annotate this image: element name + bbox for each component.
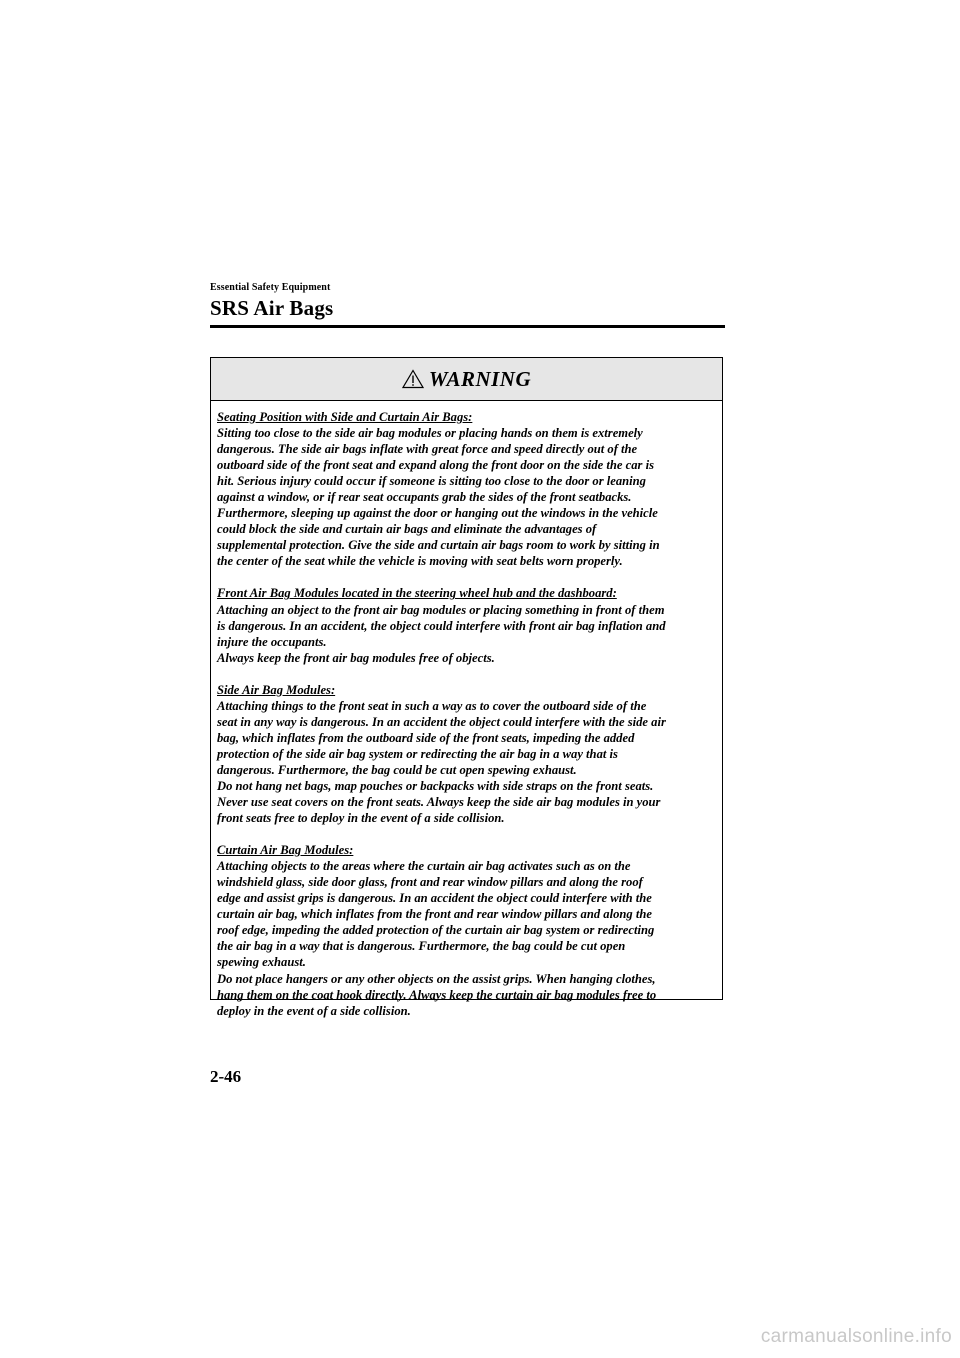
warning-paragraph-line: Attaching objects to the areas where the curtain air bag activates such as on the <box>217 859 631 874</box>
warning-paragraph-line: Sitting too close to the side air bag modules or placing hands on them is extremely <box>217 426 643 441</box>
warning-paragraph-heading: Curtain Air Bag Modules: <box>217 843 354 858</box>
warning-paragraph <box>217 409 717 569</box>
warning-paragraph-line: could block the side and curtain air bags and eliminate the advantages of <box>217 522 597 537</box>
warning-title: WARNING <box>428 366 532 391</box>
warning-paragraph-line: injure the occupants. <box>217 634 327 649</box>
warning-triangle-icon <box>402 369 424 389</box>
warning-paragraph-line: Attaching things to the front seat in such a way as to cover the outboard side of the <box>217 698 647 713</box>
warning-paragraph-line: bag, which inflates from the outboard side of the front seats, impeding the added <box>217 730 635 745</box>
warning-paragraph-heading: Side Air Bag Modules: <box>217 682 336 697</box>
warning-paragraph-line: front seats free to deploy in the event of a side collision. <box>217 811 505 826</box>
warning-paragraph-line: the center of the seat while the vehicle is moving with seat belts worn properly. <box>217 554 623 569</box>
warning-paragraph-line: dangerous. Furthermore, the bag could be cut open spewing exhaust. <box>217 762 577 777</box>
warning-paragraph-line: Do not place hangers or any other objects on the assist grips. When hanging clothes, <box>217 971 656 986</box>
warning-header <box>211 358 722 401</box>
warning-paragraph <box>217 682 717 826</box>
warning-paragraph-line: Furthermore, sleeping up against the door or hanging out the windows in the vehicle <box>217 506 658 521</box>
warning-paragraph-line: Always keep the front air bag modules free of objects. <box>217 650 495 665</box>
warning-paragraph-line: against a window, or if rear seat occupants grab the sides of the front seatbacks. <box>217 490 632 505</box>
warning-paragraph <box>217 585 717 665</box>
watermark: carmanualsonline.info <box>760 1326 952 1347</box>
warning-paragraph-line: Do not hang net bags, map pouches or backpacks with side straps on the front seats. <box>217 778 654 793</box>
warning-paragraph-line: protection of the side air bag system or redirecting the air bag in a way that is <box>217 746 618 761</box>
page-number: 2-46 <box>210 1067 242 1086</box>
warning-paragraph-line: Attaching an object to the front air bag modules or placing something in front of them <box>217 602 665 617</box>
warning-paragraph-line: outboard side of the front seat and expand along the front door on the side the car is <box>217 458 654 473</box>
warning-box <box>210 357 723 1018</box>
warning-paragraph-heading: Front Air Bag Modules located in the steering wheel hub and the dashboard: <box>217 586 617 601</box>
warning-paragraph-line: Never use seat covers on the front seats. Always keep the side air bag modules in your <box>217 795 661 810</box>
warning-paragraph <box>217 842 717 1019</box>
warning-paragraph-line: supplemental protection. Give the side and curtain air bags room to work by sitting in <box>217 538 660 553</box>
section-label: Essential Safety Equipment <box>210 282 331 293</box>
warning-paragraph-line: roof edge, impeding the added protection of the curtain air bag system or redirecting <box>217 923 655 938</box>
warning-paragraph-line: hang them on the coat hook directly. Always keep the curtain air bag modules free to <box>217 987 657 1002</box>
title-rule <box>210 325 725 328</box>
warning-paragraph-line: edge and assist grips is dangerous. In an accident the object could interfere with the <box>217 891 652 906</box>
warning-paragraph-line: seat in any way is dangerous. In an accident the object could interfere with the side air <box>217 714 666 729</box>
page-title: SRS Air Bags <box>210 296 334 320</box>
warning-paragraph-line: deploy in the event of a side collision. <box>217 1003 411 1018</box>
warning-body <box>211 401 722 1019</box>
warning-paragraph-line: is dangerous. In an accident, the object could interfere with front air bag inflation and <box>217 618 666 633</box>
warning-paragraph-line: dangerous. The side air bags inflate with great force and speed directly out of the <box>217 442 638 457</box>
warning-paragraph-line: spewing exhaust. <box>217 955 306 970</box>
warning-paragraph-line: windshield glass, side door glass, front and rear window pillars and along the roof <box>217 875 643 890</box>
warning-paragraph-line: hit. Serious injury could occur if someone is sitting too close to the door or leaning <box>217 474 646 489</box>
warning-paragraph-heading: Seating Position with Side and Curtain Air Bags: <box>217 410 473 424</box>
warning-paragraph-line: curtain air bag, which inflates from the front and rear window pillars and along the <box>217 907 652 922</box>
warning-paragraph-line: the air bag in a way that is dangerous. Furthermore, the bag could be cut open <box>217 939 626 954</box>
